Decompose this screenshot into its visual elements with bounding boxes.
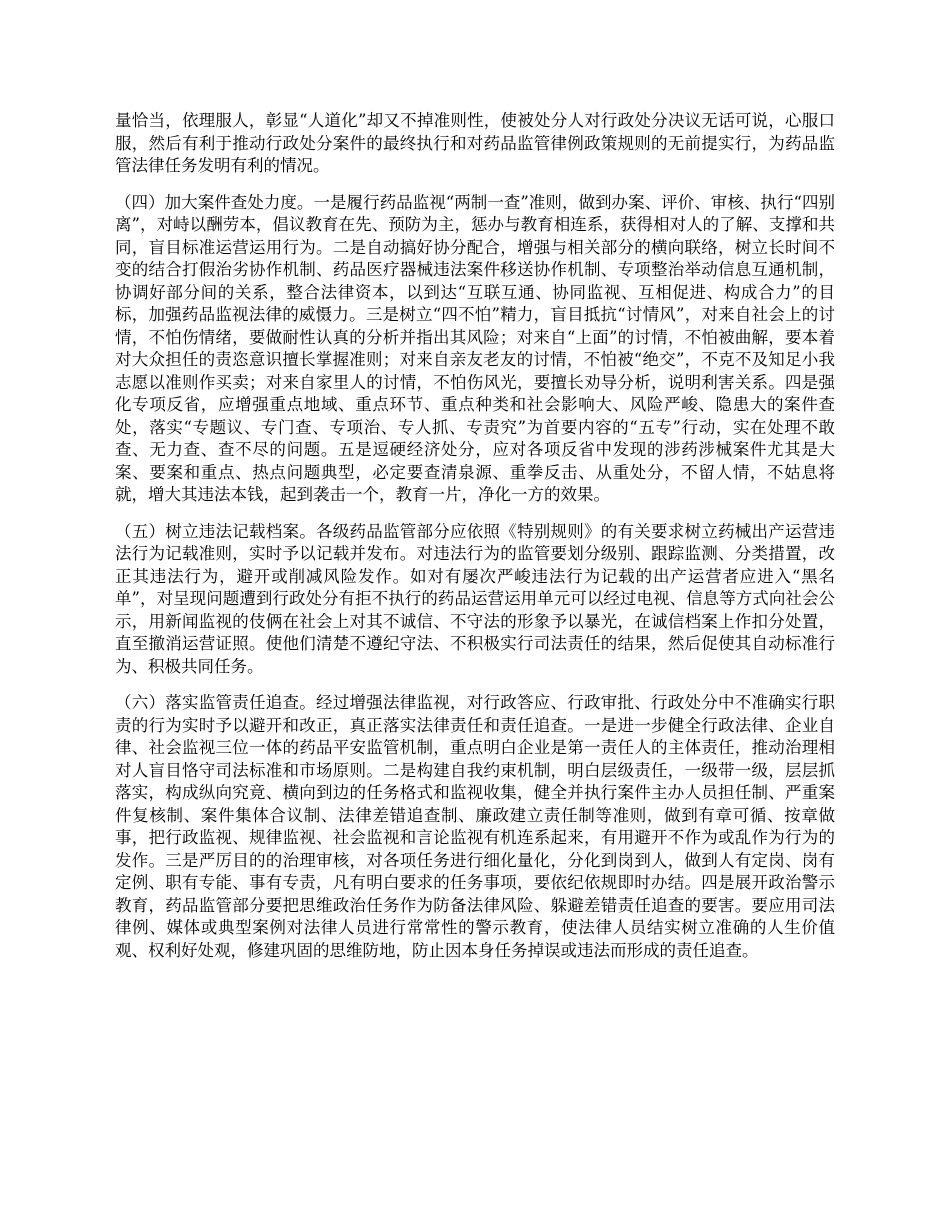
paragraph-case-investigation: （四）加大案件查处力度。一是履行药品监视“两制一查”准则，做到办案、评价、审核、执行“四别离”，对峙以酬劳本，倡议教育在先、预防为主，惩办与教育相连系，获得相对人的了解、支撑和共同，盲目标准运营运用行为。二是自动搞好协分配合，增强与相关部分的横向联络，树立长时间不变的结合打假治劣协作机制、药品医疗器械违法案件移送协作机制、专项整治举动信息互通机制，协调好部分间的关系，整合法律资本，以到达“互联互通、协同监视、互相促进、构成合力”的目标，加强药品监视法律的威慑力。三是树立“四不怕”精力，盲目抵抗“讨情风”，对来自社会上的讨情，不怕伤情绪，要做耐性认真的分析并指出其风险；对来自“上面”的讨情，不怕被曲解，要本着对大众担任的责恣意识擅长掌握准则；对来自亲友老友的讨情，不怕被“绝交”，不克不及知足小我志愿以准则作买卖；对来自家里人的讨情，不怕伤风光，要擅长劝导分析，说明利害关系。四是强化专项反省，应增强重点地域、重点环节、重点种类和社会影响大、风险严峻、隐患大的案件查处，落实“专题议、专门查、专项治、专人抓、专责究”为首要内容的“五专”行动，实在处理不敢查、无力查、查不尽的问题。五是逗硬经济处分，应对各项反省中发现的涉药涉械案件尤其是大案、要案和重点、热点问题典型，必定要查清泉源、重拳反击、从重处分，不留人情，不姑息将就，增大其违法本钱，起到袭击一个，教育一片，净化一方的效果。 [115, 192, 835, 504]
paragraph-violation-records: （五）树立违法记载档案。各级药品监管部分应依照《特别规则》的有关要求树立药械出产运营违法行为记载准则，实时予以记载并发布。对违法行为的监管要划分级别、跟踪监测、分类措置，改正其违法行为，避开或削减风险发作。如对有屡次严峻违法行为记载的出产运营者应进入“黑名单”，对呈现问题遭到行政处分有拒不执行的药品运营运用单元可以经过电视、信息等方式向社会公示，用新闻监视的伎俩在社会上对其不诚信、不守法的形象予以暴光，在诚信档案上作扣分处置，直至撤消运营证照。使他们清楚不遵纪守法、不积极实行司法责任的结果，然后促使其自动标准行为、积极共同任务。 [115, 521, 835, 676]
document-body [115, 110, 835, 976]
paragraph-continuation: 量恰当，依理服人，彰显“人道化”却又不掉准则性，使被处分人对行政处分决议无话可说，心服口服，然后有利于推动行政处分案件的最终执行和对药品监管律例政策规则的无前提实行，为药品监管法律任务发明有利的情况。 [115, 111, 835, 175]
paragraph-accountability: （六）落实监管责任追查。经过增强法律监视，对行政答应、行政审批、行政处分中不准确实行职责的行为实时予以避开和改正，真正落实法律责任和责任追查。一是进一步健全行政法律、企业自律、社会监视三位一体的药品平安监管机制，重点明白企业是第一责任人的主体责任，推动治理相对人盲目恪守司法标准和市场原则。二是构建自我约束机制，明白层级责任，一级带一级，层层抓落实，构成纵向究竟、横向到边的任务格式和监视收集，健全并执行案件主办人员担任制、严重案件复核制、案件集体合议制、法律差错追查制、廉政建立责任制等准则，做到有章可循、按章做事，把行政监视、规律监视、社会监视和言论监视有机连系起来，有用避开不作为或乱作为行为的发作。三是严厉目的的治理审核，对各项任务进行细化量化，分化到岗到人，做到人有定岗、岗有定例、职有专能、事有专责，凡有明白要求的任务事项，要依纪依规即时办结。四是展开政治警示教育，药品监管部分要把思维政治任务作为防备法律风险、躲避差错责任追查的要害。要应用司法律例、媒体或典型案例对法律人员进行常常性的警示教育，使法律人员结实树立准确的人生价值观、权利好处观，修建巩固的思维防地，防止因本身任务掉误或违法而形成的责任追查。 [115, 693, 835, 960]
